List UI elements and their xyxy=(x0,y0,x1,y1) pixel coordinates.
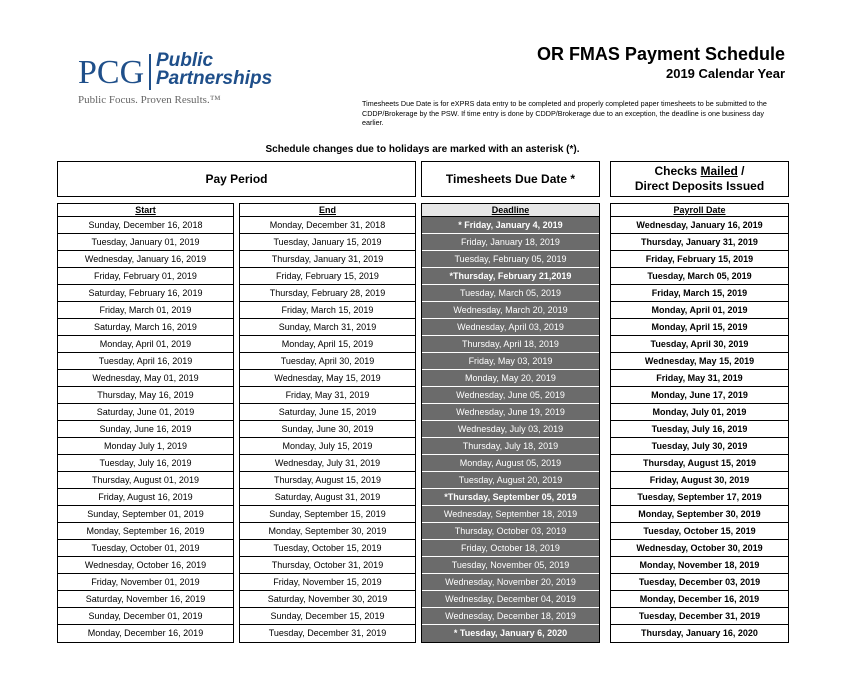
start-cell: Saturday, February 16, 2019 xyxy=(58,285,233,302)
payroll-cell: Tuesday, July 16, 2019 xyxy=(611,421,788,438)
payroll-cell: Monday, April 15, 2019 xyxy=(611,319,788,336)
end-cell: Sunday, March 31, 2019 xyxy=(240,319,415,336)
payroll-column-header: Payroll Date xyxy=(611,204,788,217)
start-cell: Saturday, March 16, 2019 xyxy=(58,319,233,336)
deadline-cell: Friday, January 18, 2019 xyxy=(422,234,599,251)
payroll-cell: Wednesday, October 30, 2019 xyxy=(611,540,788,557)
payroll-cell: Monday, April 01, 2019 xyxy=(611,302,788,319)
deadline-cell: Friday, May 03, 2019 xyxy=(422,353,599,370)
deadline-cell: Monday, May 20, 2019 xyxy=(422,370,599,387)
payroll-cell: Wednesday, January 16, 2019 xyxy=(611,217,788,234)
end-cell: Sunday, June 30, 2019 xyxy=(240,421,415,438)
payroll-cell: Monday, September 30, 2019 xyxy=(611,506,788,523)
payroll-cell: Tuesday, October 15, 2019 xyxy=(611,523,788,540)
payroll-cell: Tuesday, April 30, 2019 xyxy=(611,336,788,353)
start-cell: Wednesday, January 16, 2019 xyxy=(58,251,233,268)
payroll-cell: Tuesday, December 03, 2019 xyxy=(611,574,788,591)
logo-line1: Public xyxy=(156,50,214,71)
start-cell: Thursday, May 16, 2019 xyxy=(58,387,233,404)
end-column-header: End xyxy=(240,204,415,217)
deadline-cell: *Thursday, September 05, 2019 xyxy=(422,489,599,506)
start-cell: Saturday, June 01, 2019 xyxy=(58,404,233,421)
end-cell: Thursday, January 31, 2019 xyxy=(240,251,415,268)
start-column-header: Start xyxy=(58,204,233,217)
checks-mailed: Mailed xyxy=(700,164,738,178)
payroll-column xyxy=(610,203,789,643)
logo-tagline: Public Focus. Proven Results.™ xyxy=(78,94,221,106)
start-cell: Sunday, June 16, 2019 xyxy=(58,421,233,438)
end-cell: Sunday, December 15, 2019 xyxy=(240,608,415,625)
page-subtitle: 2019 Calendar Year xyxy=(665,66,785,81)
pcg-logo xyxy=(78,50,278,114)
payroll-cell: Thursday, January 16, 2020 xyxy=(641,628,758,638)
end-cell: Wednesday, May 15, 2019 xyxy=(240,370,415,387)
start-cell: Wednesday, May 01, 2019 xyxy=(58,370,233,387)
deadline-cell: Wednesday, June 05, 2019 xyxy=(422,387,599,404)
end-cell: Thursday, February 28, 2019 xyxy=(240,285,415,302)
start-cell: Tuesday, July 16, 2019 xyxy=(58,455,233,472)
deadline-cell: Monday, August 05, 2019 xyxy=(422,455,599,472)
payroll-cell: Monday, June 17, 2019 xyxy=(611,387,788,404)
deadline-cell: Wednesday, April 03, 2019 xyxy=(422,319,599,336)
start-cell: Sunday, December 16, 2018 xyxy=(58,217,233,234)
logo-line2: Partnerships xyxy=(156,68,273,89)
start-cell: Monday, September 16, 2019 xyxy=(58,523,233,540)
end-cell: Tuesday, October 15, 2019 xyxy=(240,540,415,557)
deadline-cell: Wednesday, December 04, 2019 xyxy=(422,591,599,608)
deadline-cell: Wednesday, June 19, 2019 xyxy=(422,404,599,421)
start-cell: Monday, April 01, 2019 xyxy=(58,336,233,353)
end-cell: Tuesday, April 30, 2019 xyxy=(240,353,415,370)
payroll-cell: Thursday, January 31, 2019 xyxy=(611,234,788,251)
end-cell: Friday, March 15, 2019 xyxy=(240,302,415,319)
checks-post: / xyxy=(737,164,745,178)
due-date-note: Timesheets Due Date is for eXPRS data entry to be completed and properly completed paper timesheets to be submitted to the CDDP/Brokerage by the PSW. If time entry is done by CDDP/Brokerage due to an exception, the deadline is one business day earlier. xyxy=(362,99,767,127)
pay-period-header: Pay Period xyxy=(57,161,416,197)
payroll-cell: Friday, May 31, 2019 xyxy=(611,370,788,387)
payroll-cell: Thursday, August 15, 2019 xyxy=(611,455,788,472)
end-cell: Saturday, November 30, 2019 xyxy=(240,591,415,608)
end-cell: Friday, February 15, 2019 xyxy=(240,268,415,285)
payroll-cell: Monday, November 18, 2019 xyxy=(611,557,788,574)
payroll-cell: Tuesday, December 31, 2019 xyxy=(611,608,788,625)
deadline-cell: Tuesday, March 05, 2019 xyxy=(422,285,599,302)
start-cell: Saturday, November 16, 2019 xyxy=(58,591,233,608)
end-cell: Friday, May 31, 2019 xyxy=(240,387,415,404)
deadline-cell: Tuesday, November 05, 2019 xyxy=(422,557,599,574)
checks-pre: Checks xyxy=(654,164,701,178)
due-date-header: Timesheets Due Date * xyxy=(421,161,600,197)
end-cell: Thursday, August 15, 2019 xyxy=(240,472,415,489)
start-cell: Tuesday, January 01, 2019 xyxy=(58,234,233,251)
end-cell: Monday, September 30, 2019 xyxy=(240,523,415,540)
deadline-cell: Thursday, July 18, 2019 xyxy=(422,438,599,455)
end-cell: Wednesday, July 31, 2019 xyxy=(240,455,415,472)
checks-header xyxy=(610,161,789,197)
start-cell: Sunday, December 01, 2019 xyxy=(58,608,233,625)
logo-public-partnerships xyxy=(156,52,272,88)
end-cell: Tuesday, January 15, 2019 xyxy=(240,234,415,251)
start-cell: Thursday, August 01, 2019 xyxy=(58,472,233,489)
holiday-note: Schedule changes due to holidays are marked with an asterisk (*). xyxy=(265,144,580,155)
deadline-cell: Wednesday, December 18, 2019 xyxy=(422,608,599,625)
end-cell: Sunday, September 15, 2019 xyxy=(240,506,415,523)
payroll-cell: Monday, July 01, 2019 xyxy=(611,404,788,421)
end-cell: Friday, November 15, 2019 xyxy=(240,574,415,591)
deadline-cell: Wednesday, September 18, 2019 xyxy=(422,506,599,523)
start-cell: Wednesday, October 16, 2019 xyxy=(58,557,233,574)
deadline-cell: Wednesday, March 20, 2019 xyxy=(422,302,599,319)
payroll-cell: Wednesday, May 15, 2019 xyxy=(611,353,788,370)
start-cell: Monday July 1, 2019 xyxy=(58,438,233,455)
end-column xyxy=(239,203,416,643)
deadline-cell: Tuesday, August 20, 2019 xyxy=(422,472,599,489)
payroll-cell: Tuesday, July 30, 2019 xyxy=(611,438,788,455)
payroll-cell: Tuesday, September 17, 2019 xyxy=(611,489,788,506)
payroll-cell: Friday, August 30, 2019 xyxy=(611,472,788,489)
start-cell: Friday, August 16, 2019 xyxy=(58,489,233,506)
payroll-cell: Friday, February 15, 2019 xyxy=(611,251,788,268)
page-title: OR FMAS Payment Schedule xyxy=(536,44,785,64)
start-cell: Friday, March 01, 2019 xyxy=(58,302,233,319)
deadline-column-header: Deadline xyxy=(422,204,599,217)
end-cell: Thursday, October 31, 2019 xyxy=(240,557,415,574)
start-cell: Tuesday, April 16, 2019 xyxy=(58,353,233,370)
deadline-cell: Wednesday, November 20, 2019 xyxy=(422,574,599,591)
start-cell: Monday, December 16, 2019 xyxy=(87,628,204,638)
deadline-cell: * Friday, January 4, 2019 xyxy=(422,217,599,234)
start-column xyxy=(57,203,234,643)
deadline-cell: Wednesday, July 03, 2019 xyxy=(422,421,599,438)
deadline-cell: Thursday, April 18, 2019 xyxy=(422,336,599,353)
end-cell: Saturday, August 31, 2019 xyxy=(240,489,415,506)
deadline-cell: Tuesday, February 05, 2019 xyxy=(422,251,599,268)
end-cell: Monday, July 15, 2019 xyxy=(240,438,415,455)
start-cell: Friday, November 01, 2019 xyxy=(58,574,233,591)
payroll-cell: Tuesday, March 05, 2019 xyxy=(611,268,788,285)
end-cell: Tuesday, December 31, 2019 xyxy=(268,628,387,638)
end-cell: Saturday, June 15, 2019 xyxy=(240,404,415,421)
end-cell: Monday, April 15, 2019 xyxy=(240,336,415,353)
start-cell: Tuesday, October 01, 2019 xyxy=(58,540,233,557)
payroll-cell: Monday, December 16, 2019 xyxy=(611,591,788,608)
deadline-column xyxy=(421,203,600,643)
deadline-cell: Thursday, October 03, 2019 xyxy=(422,523,599,540)
checks-line2: Direct Deposits Issued xyxy=(634,179,765,193)
logo-divider xyxy=(149,54,151,90)
start-cell: Friday, February 01, 2019 xyxy=(58,268,233,285)
end-cell: Monday, December 31, 2018 xyxy=(240,217,415,234)
deadline-cell: * Tuesday, January 6, 2020 xyxy=(422,625,599,642)
logo-pcg-text: PCG xyxy=(78,54,145,91)
deadline-cell: Friday, October 18, 2019 xyxy=(422,540,599,557)
start-cell: Sunday, September 01, 2019 xyxy=(58,506,233,523)
payroll-cell: Friday, March 15, 2019 xyxy=(611,285,788,302)
deadline-cell: *Thursday, February 21,2019 xyxy=(422,268,599,285)
